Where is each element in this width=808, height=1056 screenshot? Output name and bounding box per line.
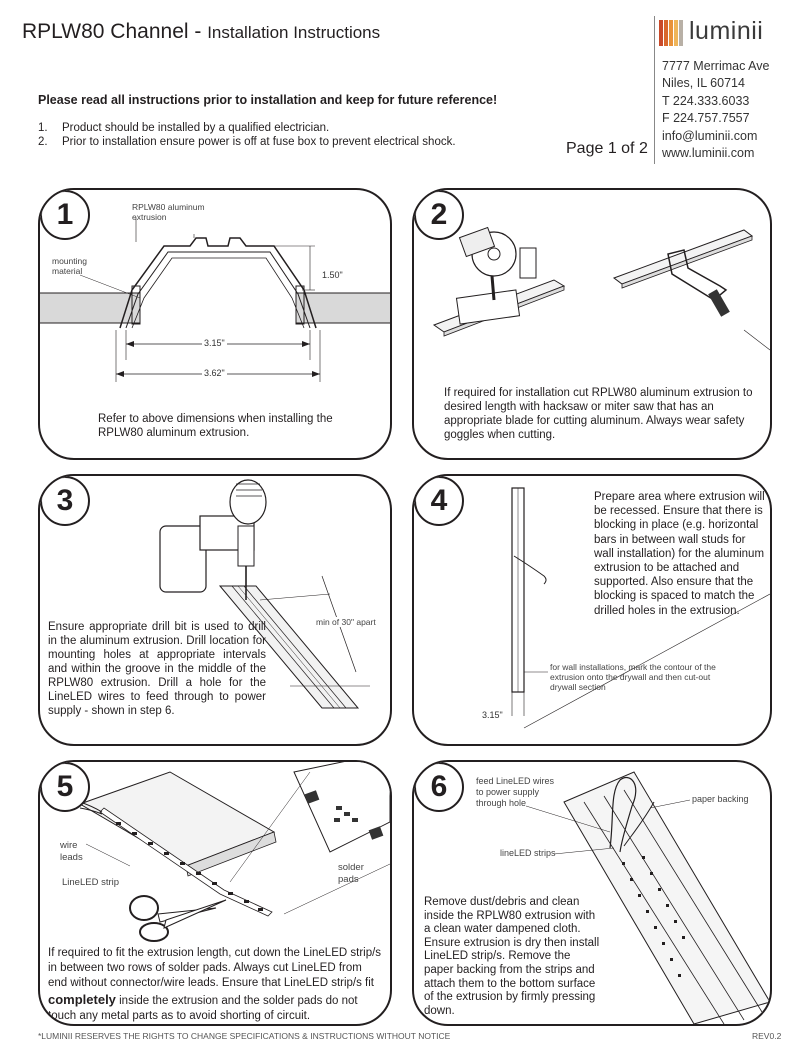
list-text: Product should be installed by a qualified electrician.	[62, 122, 330, 134]
logo-bars-icon	[659, 16, 689, 46]
step-4-text: Prepare area where extrusion will be recessed. Ensure that there is blocking in place (e.g. horizontal bars in between wall studs for wall installation) for the aluminum extrusion to be attached and supported. Also ensure that the blocking is spaced to match the drilled holes in the extrusion.	[594, 491, 765, 617]
text-segment: inside the extrusion and the solder pads do not touch any metal parts as to avoid shorting of circuit.	[48, 994, 358, 1022]
contact-address	[662, 58, 769, 162]
header-divider	[654, 16, 655, 164]
list-item	[38, 135, 456, 149]
dim-height: 1.50"	[322, 270, 343, 280]
label-line: material	[52, 266, 83, 276]
address-phone: T 224.333.6033	[662, 93, 750, 108]
list-item	[38, 121, 456, 135]
step-5-badge: 5	[40, 762, 90, 812]
brand-name: luminii	[689, 17, 764, 45]
step-3-badge: 3	[40, 476, 90, 526]
step-6-text: Remove dust/debris and clean inside the RPLW80 extrusion with a clean water dampened cloth. Ensure extrusion is dry then install LineLED strip/s. Remove the paper backing from the strips and attach them to the bottom surface of the extrusion by firmly pressing down.	[424, 896, 600, 1017]
label-hole-spacing: min of 30" apart	[316, 617, 376, 627]
dim-outer-width: 3.62"	[204, 368, 225, 378]
instruction-list	[38, 121, 456, 149]
label-line: to power supply	[476, 787, 540, 797]
warning-heading: Please read all instructions prior to installation and keep for future reference!	[38, 93, 498, 107]
step-3-panel	[38, 474, 392, 746]
label-feed-wires	[476, 776, 554, 809]
label-line: pads	[338, 874, 359, 885]
step-6-panel	[412, 760, 772, 1026]
label-line: RPLW80 aluminum	[132, 202, 205, 212]
text-emphasis: completely	[48, 991, 116, 1007]
address-website[interactable]: www.luminii.com	[662, 146, 755, 161]
step-2-text: If required for installation cut RPLW80 aluminum extrusion to desired length with hacksaw or miter saw that has an appropriate blade for cutting aluminum. Always wear safety goggles when cutting.	[444, 387, 753, 441]
label-mounting-material	[52, 256, 87, 276]
label-lineled-strips: lineLED strips	[500, 848, 556, 858]
label-line: extrusion	[132, 212, 167, 222]
step-5-text	[48, 946, 384, 1024]
title-product: RPLW80 Channel -	[22, 20, 208, 43]
text-segment: If required to fit the extrusion length, cut down the LineLED strip/s in between two rows of solder pads. Always cut LineLED from end without connector/wire leads. Ensure that LineLED strip/s fit	[48, 947, 382, 990]
address-city: Niles, IL 60714	[662, 76, 745, 91]
step-5-panel	[38, 760, 392, 1026]
label-line: drywall section	[550, 682, 606, 692]
address-fax: F 224.757.7557	[662, 111, 750, 126]
address-street: 7777 Merrimac Ave	[662, 59, 770, 73]
step-1-badge: 1	[40, 190, 90, 240]
step-4-panel	[412, 474, 772, 746]
label-line: mounting	[52, 256, 87, 266]
dim-cutout-width: 3.15"	[482, 710, 503, 720]
step-6-badge: 6	[414, 762, 464, 812]
step-1-text: Refer to above dimensions when installing the RPLW80 aluminum extrusion.	[98, 413, 333, 439]
label-wire-leads	[60, 840, 83, 864]
label-wall-install	[550, 662, 716, 692]
label-line: wire	[60, 840, 78, 851]
label-paper-backing: paper backing	[692, 794, 749, 804]
address-email[interactable]: info@luminii.com	[662, 128, 758, 143]
brand-logo	[659, 16, 779, 50]
label-line: through hole	[476, 798, 527, 808]
dim-inner-width: 3.15"	[204, 338, 225, 348]
step-2-badge: 2	[414, 190, 464, 240]
step-1-panel	[38, 188, 392, 460]
title-subtitle: Installation Instructions	[207, 23, 381, 42]
label-lineled-strip: LineLED strip	[62, 877, 120, 888]
list-number: 2.	[38, 136, 48, 148]
list-text: Prior to installation ensure power is off at fuse box to prevent electrical shock.	[62, 136, 456, 148]
step-2-panel	[412, 188, 772, 460]
page-number: Page 1 of 2	[566, 140, 648, 157]
page-title	[22, 20, 380, 44]
step-3-text: Ensure appropriate drill bit is used to drill in the aluminum extrusion. Drill location for mounting holes at appropriate intervals and within the groove in the middle of the RPLW80 extrusion. Drill a hole for the LineLED wires to feed through to power supply - shown in step 6.	[48, 621, 266, 717]
label-solder-pads	[338, 862, 364, 886]
step-4-badge: 4	[414, 476, 464, 526]
footer-disclaimer: *LUMINII RESERVES THE RIGHTS TO CHANGE SPECIFICATIONS & INSTRUCTIONS WITHOUT NOTICE	[38, 1031, 451, 1041]
label-extrusion	[132, 202, 205, 222]
label-line: extrusion onto the drywall and then cut-out	[550, 672, 711, 682]
label-line: for wall installations, mark the contour of the	[550, 662, 716, 672]
label-line: feed LineLED wires	[476, 776, 555, 786]
revision-label: REV0.2	[752, 1031, 782, 1041]
list-number: 1.	[38, 122, 48, 134]
label-line: solder	[338, 862, 364, 873]
label-line: leads	[60, 852, 83, 863]
